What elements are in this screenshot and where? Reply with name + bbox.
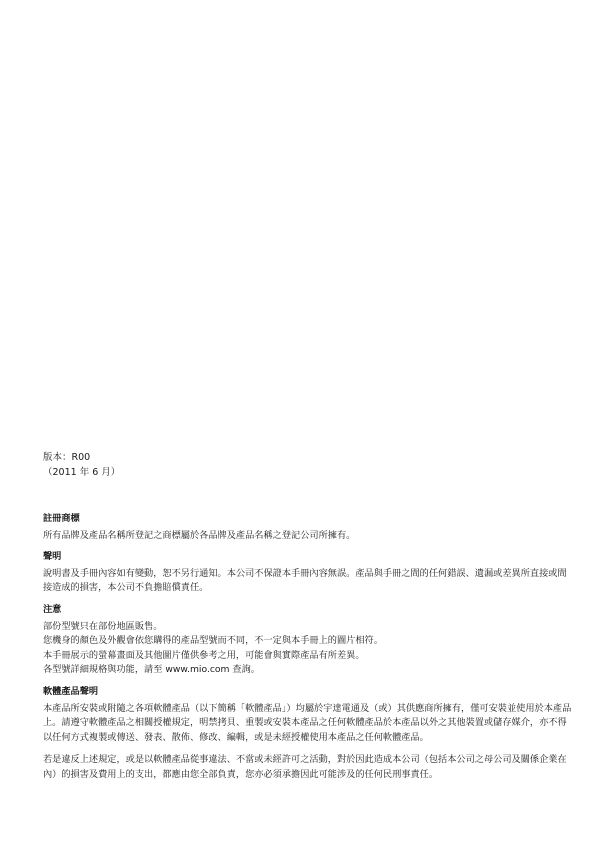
notice-title: 注意 <box>43 603 62 615</box>
trademark-text: 所有品牌及產品名稱所登記之商標屬於各品牌及產品名稱之登記公司所擁有。 <box>43 529 356 541</box>
version-label: 版本：R00 <box>43 452 91 463</box>
software-paragraph-1: 本產品所安裝或附隨之各項軟體產品（以下簡稱「軟體產品」）均屬於宇達電通及（或）其供應商所擁有，僅可安裝並使用於本產品上。請遵守軟體產品之相關授權規定，明禁拷貝、重製或安裝本產品之任何軟體產品於本產品以外之其他裝置或儲存媒介，亦不得以任何方式複製或傳送、發表、散佈、修改、編輯，或是未經授權使用本產品之任何軟體產品。 <box>43 702 572 743</box>
statement-section <box>43 550 573 596</box>
statement-text: 說明書及手冊內容如有變動，恕不另行通知。本公司不保證本手冊內容無誤。產品與手冊之間的任何錯誤、遺漏或差異所直接或間接造成的損害，本公司不負擔賠償責任。 <box>43 567 567 594</box>
notice-line: 部份型號只在部份地區販售。 <box>43 620 163 632</box>
software-section <box>43 685 573 783</box>
notice-line: 您機身的顏色及外觀會依您購得的產品型號而不同，不一定與本手冊上的圖片相符。 <box>43 635 383 647</box>
statement-title: 聲明 <box>43 551 62 563</box>
trademark-section <box>43 512 573 543</box>
software-paragraph-2: 若是違反上述規定，或是以軟體產品從事違法、不當或未經許可之活動，對於因此造成本公司（包括本公司之母公司及關係企業在內）的損害及費用上的支出，都應由您全部負責，您亦必須承擔因此可能涉及的任何民刑事責任。 <box>43 754 567 780</box>
trademark-title: 註冊商標 <box>43 513 80 524</box>
notice-section <box>43 603 573 678</box>
version-date: （2011 年 6 月） <box>43 467 121 478</box>
version-info <box>43 450 120 480</box>
software-title: 軟體產品聲明 <box>43 685 99 697</box>
notice-line: 各型號詳細規格與功能，請至 www.mio.com 查詢。 <box>43 664 260 676</box>
legal-content <box>43 512 573 790</box>
notice-line: 本手冊展示的螢幕畫面及其他圖片僅供參考之用，可能會與實際產品有所差異。 <box>43 649 365 661</box>
